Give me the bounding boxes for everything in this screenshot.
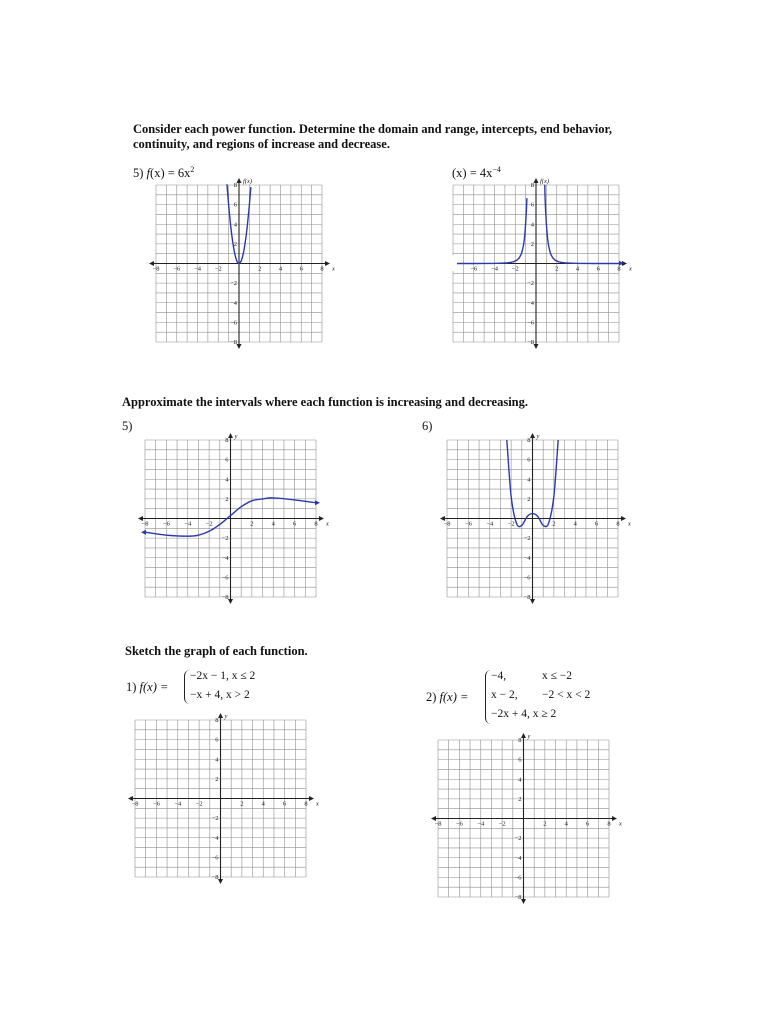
paren: ( [452, 166, 457, 181]
y-tick-label: −8 [211, 874, 219, 881]
axis-arrowhead [530, 599, 535, 604]
x-axis-label: x [332, 265, 335, 273]
x-tick-label: −6 [464, 520, 472, 528]
x-tick-label: −6 [162, 520, 170, 528]
y-tick-label: 6 [518, 756, 522, 764]
y-tick-label: 2 [527, 495, 531, 503]
x-tick-label: −8 [131, 800, 139, 808]
piece-expr: −4, [491, 670, 507, 682]
y-tick-label: 4 [518, 776, 522, 784]
axis-arrowhead [218, 879, 223, 884]
x-tick-label: 2 [543, 820, 547, 828]
x-tick-label: −2 [205, 520, 213, 528]
function-name: f [146, 166, 151, 181]
y-tick-label: −4 [514, 854, 522, 862]
y-tick-label: 8 [215, 717, 219, 724]
y-tick-label: 2 [233, 240, 237, 248]
graph-power-6 [443, 175, 633, 350]
y-tick-label: 6 [233, 201, 237, 209]
piece-expr: −2x + 4, x ≥ 2 [491, 708, 557, 720]
y-axis-label: f(x) [243, 178, 253, 185]
axis-arrowhead [309, 796, 314, 801]
piece-row: −x + 4, x > 2 [190, 689, 250, 701]
x-tick-label: −2 [195, 800, 203, 808]
function-expression: (x) = 6x [150, 166, 191, 181]
x-tick-label: 8 [607, 820, 611, 828]
graph-sketch-2 [428, 730, 623, 905]
x-tick-label: −4 [194, 265, 201, 273]
piecewise-cases-2 [491, 670, 590, 721]
x-tick-label: 4 [271, 520, 275, 528]
piece-row [491, 689, 590, 702]
axis-arrowhead [228, 433, 233, 438]
y-tick-label: −2 [211, 815, 219, 823]
graph-intervals-6 [437, 430, 632, 605]
y-tick-label: 4 [530, 221, 534, 229]
function-lhs: f(x) = [139, 680, 169, 694]
x-tick-label: 4 [261, 800, 265, 808]
x-tick-label: 8 [616, 520, 620, 528]
x-tick-label: −2 [214, 265, 222, 273]
curve-arrowhead [141, 530, 146, 535]
y-tick-label: 6 [215, 736, 219, 744]
graph-edge-smudge [443, 255, 457, 271]
axis-arrowhead [534, 344, 539, 349]
x-tick-label: 6 [293, 520, 297, 528]
y-tick-label: 2 [530, 240, 534, 248]
y-tick-label: −6 [211, 854, 219, 862]
x-tick-label: 4 [575, 265, 580, 273]
x-tick-label: −6 [152, 800, 160, 808]
x-tick-label: 6 [595, 520, 599, 528]
x-tick-label: 8 [314, 520, 318, 528]
x-tick-label: −2 [511, 265, 519, 273]
x-tick-label: 8 [320, 265, 324, 273]
x-tick-label: 6 [586, 820, 590, 828]
y-tick-label: −4 [230, 299, 237, 307]
axis-arrowhead [228, 599, 233, 604]
x-tick-label: 2 [250, 520, 254, 528]
graph-intervals-5 [135, 430, 330, 605]
y-tick-label: 4 [215, 756, 219, 764]
graph-power-5 [146, 175, 336, 350]
y-tick-label: −6 [221, 574, 229, 582]
x-tick-label: 8 [304, 800, 308, 808]
x-tick-label: −8 [443, 520, 451, 528]
problem-number: 5) [133, 166, 144, 181]
axis-arrowhead [237, 178, 242, 183]
y-tick-label: −2 [527, 280, 534, 288]
y-tick-label: 8 [518, 737, 522, 744]
y-axis-label: y [536, 433, 540, 440]
x-tick-label: 6 [299, 265, 303, 273]
y-tick-label: −4 [523, 554, 531, 562]
y-tick-label: 2 [215, 775, 219, 783]
y-tick-label: −8 [230, 339, 237, 346]
x-tick-label: −4 [174, 800, 182, 808]
piece-row [491, 708, 590, 721]
power-heading-line2: continuity, and regions of increase and decrease. [133, 137, 390, 151]
x-tick-label: −4 [486, 520, 494, 528]
x-tick-label: −2 [507, 520, 515, 528]
y-tick-label: 6 [530, 201, 534, 209]
graph-sketch-1 [125, 710, 320, 885]
piece-cond: −2 < x < 2 [542, 689, 591, 701]
y-tick-label: −6 [527, 319, 534, 327]
y-tick-label: −2 [523, 535, 531, 543]
curve-arrowhead [315, 500, 320, 505]
x-tick-label: −4 [184, 520, 192, 528]
x-tick-label: 2 [258, 265, 262, 273]
intervals-heading: Approximate the intervals where each function is increasing and decreasing. [122, 395, 529, 409]
x-tick-label: 8 [617, 265, 621, 273]
x-tick-label: −6 [470, 265, 478, 273]
y-axis-label: y [234, 433, 238, 440]
y-tick-label: 4 [233, 221, 237, 229]
piece-row [491, 670, 590, 683]
y-tick-label: 8 [225, 437, 229, 444]
axis-arrowhead [534, 178, 539, 183]
axis-arrowhead [521, 899, 526, 904]
y-tick-label: −6 [230, 319, 237, 327]
x-axis-label: x [619, 820, 622, 828]
piece-expr: x − 2, [491, 689, 518, 701]
axis-arrowhead [612, 816, 617, 821]
piecewise-cases-1 [190, 670, 255, 702]
sketch-heading: Sketch the graph of each function. [125, 644, 308, 658]
y-tick-label: −4 [211, 834, 219, 842]
y-tick-label: −8 [527, 339, 534, 346]
x-tick-label: −8 [141, 520, 149, 528]
y-axis-label: f(x) [540, 178, 550, 185]
y-tick-label: −6 [514, 874, 522, 882]
y-tick-label: −4 [221, 554, 229, 562]
axis-arrowhead [237, 344, 242, 349]
y-tick-label: −6 [523, 574, 531, 582]
x-tick-label: 2 [555, 265, 559, 273]
y-tick-label: 4 [527, 476, 531, 484]
power-heading [133, 122, 612, 152]
y-tick-label: 6 [527, 456, 531, 464]
y-tick-label: −2 [221, 535, 229, 543]
y-tick-label: −8 [221, 594, 229, 601]
x-tick-label: −6 [173, 265, 181, 273]
axis-arrowhead [530, 433, 535, 438]
axis-arrowhead [325, 261, 330, 266]
axis-arrowhead [218, 713, 223, 718]
y-tick-label: 8 [233, 182, 237, 189]
y-tick-label: −2 [230, 280, 237, 288]
x-tick-label: −4 [491, 265, 498, 273]
x-tick-label: 4 [564, 820, 568, 828]
piece-row: −2x − 1, x ≤ 2 [190, 670, 256, 682]
axis-arrowhead [621, 516, 626, 521]
y-axis-label: y [527, 733, 531, 740]
sketch-problem-1-label [126, 680, 168, 695]
y-tick-label: 8 [527, 437, 531, 444]
function-lhs: f(x) = [439, 690, 469, 704]
y-axis-label: y [224, 713, 228, 720]
function-expression: x) = 4x [456, 166, 493, 181]
x-tick-label: 4 [573, 520, 577, 528]
sketch-problem-2-label [426, 690, 468, 705]
power-heading-line1: Consider each power function. Determine the domain and range, intercepts, end behavior, [133, 122, 613, 136]
y-tick-label: 8 [530, 182, 534, 189]
y-tick-label: 2 [225, 495, 229, 503]
problem-number: 1) [126, 680, 137, 694]
x-axis-label: x [326, 520, 329, 528]
y-tick-label: −4 [527, 299, 534, 307]
intervals-problem-5-label: 5) [122, 419, 133, 433]
x-tick-label: −6 [455, 820, 463, 828]
exponent: −4 [492, 165, 501, 174]
x-tick-label: 4 [278, 265, 283, 273]
problem-number: 2) [426, 690, 437, 704]
piece-cond: x ≤ −2 [542, 670, 573, 682]
x-tick-label: 2 [552, 520, 556, 528]
x-tick-label: 6 [283, 800, 287, 808]
exponent: 2 [190, 165, 195, 174]
x-axis-label: x [628, 520, 631, 528]
x-axis-label: x [316, 800, 319, 808]
y-tick-label: 6 [225, 456, 229, 464]
x-tick-label: 2 [240, 800, 244, 808]
x-axis-label: x [629, 265, 632, 273]
y-tick-label: −2 [514, 835, 522, 843]
y-tick-label: −8 [523, 594, 531, 601]
x-tick-label: −4 [477, 820, 485, 828]
x-tick-label: 6 [596, 265, 600, 273]
y-tick-label: 4 [225, 476, 229, 484]
x-tick-label: −8 [152, 265, 160, 273]
axis-arrowhead [521, 733, 526, 738]
x-tick-label: −2 [498, 820, 506, 828]
y-tick-label: 2 [518, 795, 522, 803]
intervals-problem-6-label: 6) [422, 419, 433, 433]
x-tick-label: −8 [434, 820, 442, 828]
axis-arrowhead [319, 516, 324, 521]
y-tick-label: −8 [514, 894, 522, 901]
